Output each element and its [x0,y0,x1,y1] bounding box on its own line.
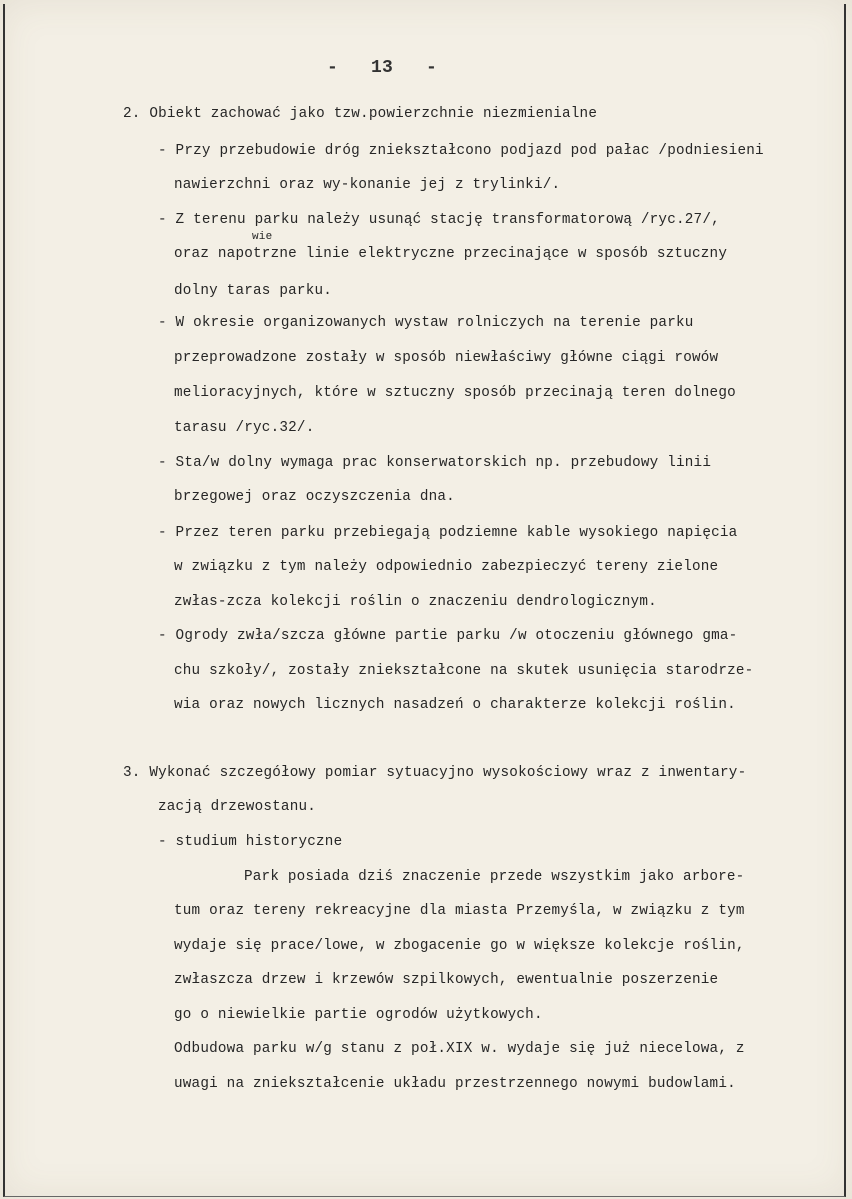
list-item: - W okresie organizowanych wystaw rolniczych na terenie parku [158,315,694,331]
list-item-cont: przeprowadzone zostały w sposób niewłaściwy główne ciągi rowów [174,350,719,366]
list-item-cont: tarasu /ryc.32/. [174,420,315,436]
paragraph-line: go o niewielkie partie ogrodów użytkowych. [174,1007,543,1023]
paragraph-line: tum oraz tereny rekreacyjne dla miasta Przemyśla, w związku z tym [174,903,745,919]
paragraph-line: Park posiada dziś znaczenie przede wszystkim jako arbore- [244,869,745,885]
list-item: - Ogrody zwła/szcza główne partie parku /w otoczeniu głównego gma- [158,628,738,644]
list-item-cont: chu szkoły/, zostały zniekształcone na skutek usunięcia starodrze- [174,663,754,679]
list-item-cont: oraz napotrzne linie elektryczne przecinające w sposób sztuczny [174,246,728,262]
paragraph-line: wydaje się prace/lowe, w zbogacenie go w większe kolekcje roślin, [174,938,745,954]
list-item-cont: w związku z tym należy odpowiednio zabezpieczyć tereny zielone [174,559,719,575]
section-3-title: 3. Wykonać szczegółowy pomiar sytuacyjno wysokościowy wraz z inwentary- [123,765,747,781]
section-2-title: 2. Obiekt zachować jako tzw.powierzchnie niezmienialne [123,106,598,122]
list-item-cont: zwłas-zcza kolekcji roślin o znaczeniu dendrologicznym. [174,594,657,610]
paragraph-line: uwagi na zniekształcenie układu przestrzennego nowymi budowlami. [174,1076,736,1092]
list-item: - Z terenu parku należy usunąć stację transformatorową /ryc.27/, [158,212,720,228]
page-number: - 13 - [327,58,438,78]
section-3-title-cont: zacją drzewostanu. [158,799,317,815]
section-3-subheading: - studium historyczne [158,834,343,850]
list-item-cont: brzegowej oraz oczyszczenia dna. [174,489,455,505]
list-item-cont: melioracyjnych, które w sztuczny sposób przecinają teren dolnego [174,385,736,401]
list-item-cont: wia oraz nowych licznych nasadzeń o charakterze kolekcji roślin. [174,697,736,713]
list-item: - Przez teren parku przebiegają podziemne kable wysokiego napięcia [158,525,738,541]
handwritten-insertion: wie [252,231,273,243]
list-item: - Sta/w dolny wymaga prac konserwatorskich np. przebudowy linii [158,455,712,471]
list-item-cont: nawierzchni oraz wy-konanie jej z trylinki/. [174,177,561,193]
list-item: - Przy przebudowie dróg zniekształcono podjazd pod pałac /podniesieni [158,143,764,159]
list-item-cont: dolny taras parku. [174,283,333,299]
paragraph-line: Odbudowa parku w/g stanu z poł.XIX w. wydaje się już niecelowa, z [174,1041,745,1057]
paragraph-line: zwłaszcza drzew i krzewów szpilkowych, ewentualnie poszerzenie [174,972,719,988]
